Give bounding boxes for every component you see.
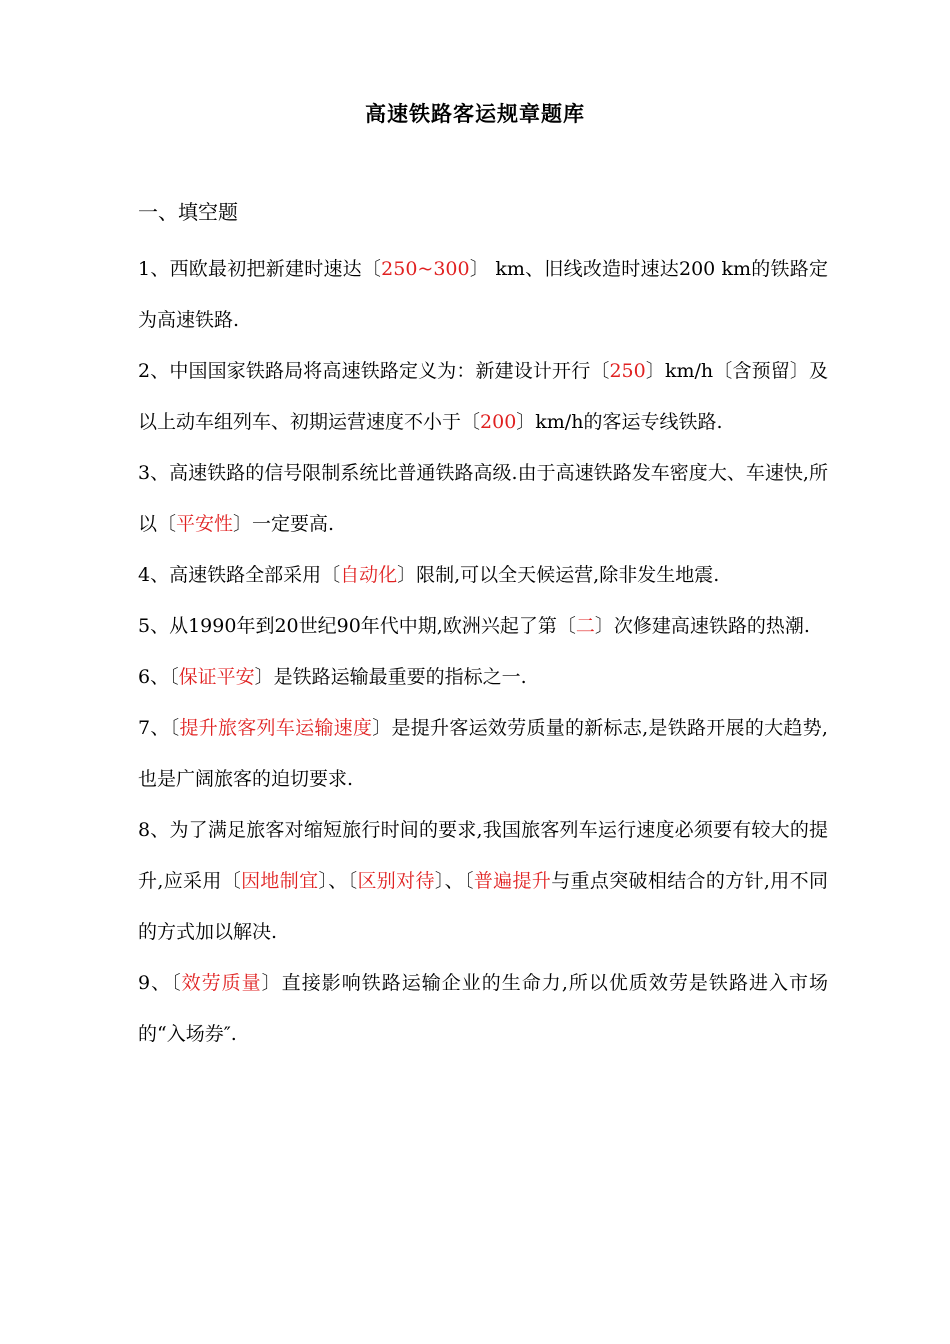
answer-text: 250	[609, 360, 646, 382]
answer-text: 效劳质量	[181, 972, 262, 994]
answer-text: 平安性	[176, 513, 234, 535]
question-text: 〕 km、旧线改造时速达200 km的铁路定为高速铁路.	[138, 258, 828, 331]
question-text: 西欧最初把新建时速达〔	[169, 258, 382, 280]
section-heading: 一、填空题	[138, 200, 238, 224]
question-text: 〕次修建高速铁路的热潮.	[594, 615, 810, 637]
question-number: 8、	[138, 819, 170, 841]
question-text: 中国国家铁路局将高速铁路定义为：新建设计开行〔	[169, 360, 610, 382]
question-number: 5、	[138, 615, 170, 637]
answer-text: 保证平安	[178, 666, 255, 688]
question-item	[138, 805, 828, 958]
question-text: 高速铁路的信号限制系统比普通铁路高级.由于高速铁路发车密度大、车速快,所以〔	[138, 462, 828, 535]
question-number: 7、	[138, 717, 170, 739]
answer-text: 二	[575, 615, 595, 637]
question-text: 〔	[171, 972, 182, 994]
question-text: 与重点突破相结合的方针,用不同的方式加以解决.	[138, 870, 828, 943]
question-text: 〕一定要高.	[233, 513, 335, 535]
answer-text: 提升旅客列车运输速度	[179, 717, 373, 739]
answer-text: 区别对待	[357, 870, 435, 892]
question-number: 9、	[138, 972, 172, 994]
question-text: 高速铁路全部采用〔	[169, 564, 341, 586]
question-item	[138, 550, 828, 601]
question-number: 3、	[138, 462, 170, 484]
question-text: 〕限制,可以全天候运营,除非发生地震.	[397, 564, 720, 586]
document-title: 高速铁路客运规章题库	[365, 102, 585, 126]
question-list	[138, 244, 828, 1060]
question-item	[138, 703, 828, 805]
question-text: 〕是铁路运输最重要的指标之一.	[254, 666, 527, 688]
question-text: 〔	[169, 666, 179, 688]
question-number: 1、	[138, 258, 170, 280]
question-item	[138, 652, 828, 703]
question-number: 4、	[138, 564, 170, 586]
answer-text: 因地制宜	[241, 870, 319, 892]
question-text: 为了满足旅客对缩短旅行时间的要求,我国旅客列车运行速度必须要有较大的提升,应采用〔	[138, 819, 829, 892]
question-text: 〕、〔	[434, 870, 474, 892]
question-item	[138, 346, 828, 448]
question-text: 〔	[169, 717, 180, 739]
question-text: 〕km/h〔含预留〕及以上动车组列车、初期运营速度不小于〔	[138, 360, 828, 433]
question-text: 〕直接影响铁路运输企业的生命力,所以优质效劳是铁路进入市场的“入场券″.	[138, 972, 828, 1045]
question-item	[138, 958, 828, 1060]
question-text: 〕km/h的客运专线铁路.	[516, 411, 723, 433]
question-number: 2、	[138, 360, 170, 382]
answer-text: 200	[480, 411, 517, 433]
answer-text: 普遍提升	[473, 870, 552, 892]
question-number: 6、	[138, 666, 170, 688]
question-text: 从1990年到20世纪90年代中期,欧洲兴起了第〔	[169, 615, 576, 637]
question-item	[138, 601, 828, 652]
question-item	[138, 244, 828, 346]
question-text: 〕、〔	[318, 870, 358, 892]
answer-text: 250~300	[381, 258, 470, 280]
question-text: 〕是提升客运效劳质量的新标志,是铁路开展的大趋势,也是广阔旅客的迫切要求.	[138, 717, 828, 790]
answer-text: 自动化	[340, 564, 398, 586]
question-item	[138, 448, 828, 550]
